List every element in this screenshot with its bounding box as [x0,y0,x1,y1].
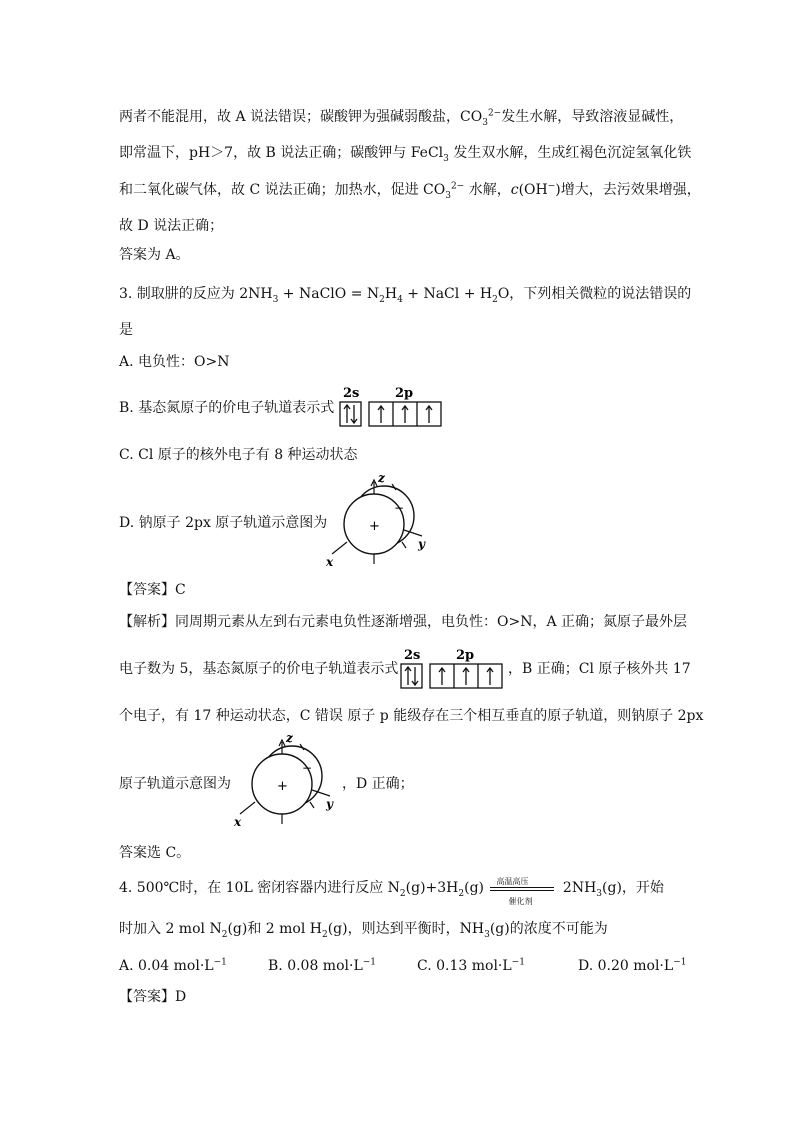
answer-4: 【答案】D [119,989,187,1005]
axis-x-label: x [234,815,242,829]
axis-x-label: x [326,555,334,569]
analysis-line: 【解析】同周期元素从左到右元素电负性逐渐增强，电负性：O>N，A 正确；氮原子最外层 [119,614,688,630]
option-d: D. 钠原子 2px 原子轨道示意图为 [119,515,328,531]
axis-y-label: y [326,797,333,811]
option-a: A. 电负性：O>N [119,354,230,370]
orbital-diagram-n-analysis [398,645,504,691]
text-line: 故 D 说法正确； [119,218,224,234]
choice-b: B. 0.08 $mol\cdot L^{-1}$ [268,957,377,974]
plus-sign: + [277,779,288,794]
p-orbital-diagram-analysis [230,728,340,832]
choice-c: C. 0.13 $mol\cdot L^{-1}$ [417,957,525,974]
orbital-diagram-n [337,383,443,429]
text-line: 两者不能混用，故 A 说法错误；碳酸钾为强碱弱酸盐，$CO_3^{2-}$发生水解，导致溶液显碱性， [119,108,684,128]
question-4: 4. 500℃时，在 10L 密闭容器内进行反应 $N_2(g)+3H_2(g)$ 高温高压 催化剂 $2NH_3(g)$，开始 [119,877,664,906]
option-c: C. Cl 原子的核外电子有 8 种运动状态 [119,447,358,463]
analysis-line: 原子轨道示意图为 [119,776,231,792]
text-line: 是 [119,322,133,338]
label-2p: 2p [395,386,414,401]
plus-sign: + [369,519,380,534]
question-3: 3. 制取肼的反应为 $2NH_3$ + NaClO = $N_2H_4$ + NaCl + $H_2O$，下列相关微粒的说法错误的 [119,286,692,305]
reaction-arrow: 高温高压 催化剂 [488,878,558,898]
text-line: 即常温下，pH＞7，故 B 说法正确；碳酸钾与 FeCl$_3$ 发生双水解，生成红褐色沉淀氢氧化铁 [119,145,692,164]
analysis-line: 电子数为 5，基态氮原子的价电子轨道表示式 [119,661,399,677]
text-line: 答案为 A。 [119,247,190,263]
label-2s: 2s [404,648,421,663]
choice-d: D. 0.20 $mol\cdot L^{-1}$ [578,957,687,974]
selection-3: 答案选 C。 [119,845,191,861]
text-line: 和二氧化碳气体，故 C 说法正确；加热水，促进 $CO_3^{2-}$ 水解，c(OH−)增大，去污效果增强， [119,181,701,201]
answer-3: 【答案】C [119,582,186,598]
analysis-line: ，D 正确； [342,776,414,792]
label-2p: 2p [456,648,475,663]
axis-z-label: z [378,471,385,485]
axis-z-label: z [286,731,293,745]
axis-y-label: y [418,537,425,551]
text-line: 时加入 2 mol $N_2(g)$和 2 mol $H_2(g)$，则达到平衡时，$NH_3(g)$的浓度不可能为 [119,921,608,940]
p-orbital-diagram [322,468,432,572]
minus-sign: − [394,501,405,515]
analysis-line: ，B 正确；Cl 原子核外共 17 [508,661,691,677]
option-b: B. 基态氮原子的价电子轨道表示式 [119,400,335,416]
choice-a: A. 0.04 $mol\cdot L^{-1}$ [119,957,227,974]
label-2s: 2s [343,386,360,401]
analysis-line: 个电子，有 17 种运动状态，C 错误 原子 p 能级存在三个相互垂直的原子轨道，则钠原子 2px [119,708,704,724]
minus-sign: − [302,761,313,775]
